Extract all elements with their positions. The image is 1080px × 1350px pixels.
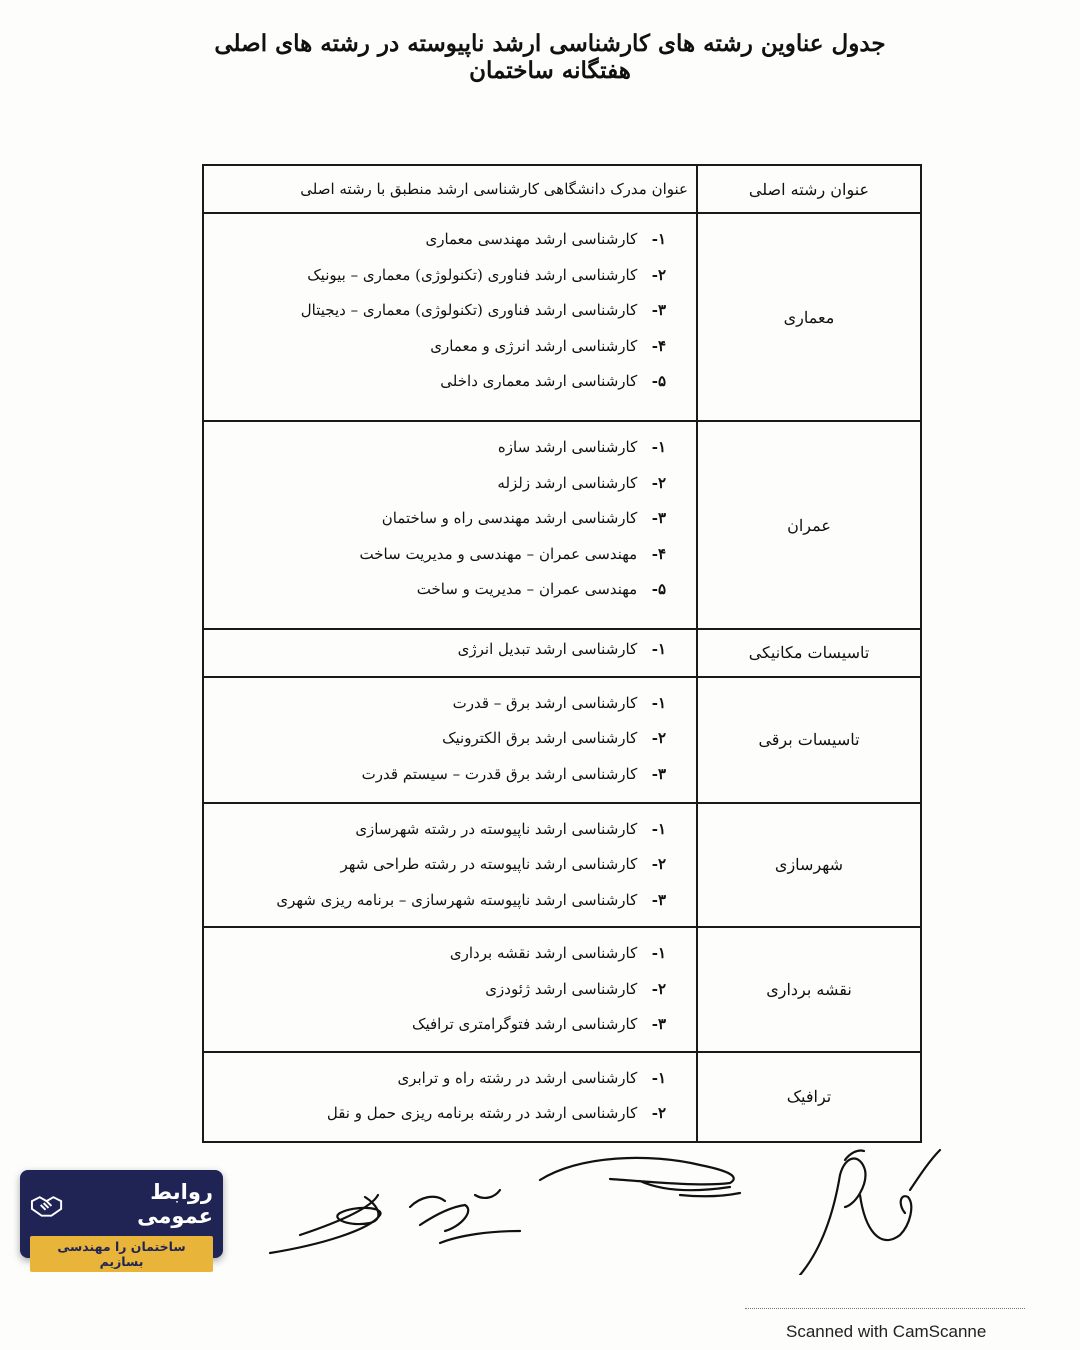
list-item (214, 430, 666, 466)
table-row (203, 677, 921, 803)
item-text: مهندسی عمران – مدیریت و ساخت (416, 580, 638, 598)
signature-2 (410, 1190, 500, 1231)
signature-3 (540, 1158, 740, 1196)
item-text: کارشناسی ارشد فتوگرامتری ترافیک (412, 1015, 638, 1033)
item-number: ۲- (651, 979, 666, 998)
item-text: کارشناسی ارشد زلزله (497, 473, 638, 492)
item-number: ۱- (651, 944, 666, 962)
item-text: کارشناسی ارشد در رشته برنامه ریزی حمل و نقل (326, 1104, 638, 1122)
item-number: ۲- (651, 473, 666, 492)
header-field: عنوان رشته اصلی (697, 165, 921, 213)
list-item (214, 466, 666, 502)
row-field-name: تاسیسات برقی (697, 677, 921, 803)
item-number: ۱- (651, 1068, 666, 1087)
row-field-name: معماری (697, 213, 921, 421)
handshake-icon (30, 1189, 63, 1219)
item-text: کارشناسی ارشد انرژی و معماری (430, 336, 638, 355)
item-number: ۴- (651, 544, 666, 563)
item-text: کارشناسی ارشد ژئودزی (485, 979, 638, 998)
row-field-name: عمران (697, 421, 921, 629)
item-text: کارشناسی ارشد فناوری (تکنولوژی) معماری – دیجیتال (300, 301, 638, 319)
list-item (214, 812, 666, 848)
list-item (214, 364, 666, 400)
item-number: ۱- (651, 640, 666, 658)
list-item (214, 572, 666, 608)
header-degrees: عنوان مدرک دانشگاهی کارشناسی ارشد منطبق با رشته اصلی (203, 165, 697, 213)
table-row (203, 421, 921, 629)
degree-table (202, 164, 922, 1143)
item-number: ۱- (651, 438, 666, 456)
list-item (214, 936, 666, 972)
row-degree-list (203, 213, 697, 421)
item-number: ۳- (651, 509, 666, 527)
list-item (214, 537, 666, 573)
item-text: کارشناسی ارشد در رشته راه و ترابری (397, 1068, 638, 1087)
list-item (214, 501, 666, 537)
item-text: کارشناسی ارشد برق قدرت – سیستم قدرت (361, 764, 638, 783)
item-number: ۱- (651, 693, 666, 712)
table-row (203, 927, 921, 1052)
scan-divider (745, 1308, 1025, 1310)
list-item (214, 721, 666, 757)
scanner-watermark: Scanned with CamScanne (786, 1322, 987, 1341)
table-row (203, 803, 921, 928)
badge-title: روابط عمومی (137, 1180, 213, 1228)
public-relations-badge (20, 1170, 223, 1269)
item-text: کارشناسی ارشد برق – قدرت (452, 693, 638, 712)
row-degree-list (203, 803, 697, 928)
item-number: ۳- (651, 301, 666, 319)
item-number: ۲- (651, 265, 666, 284)
item-number: ۱- (651, 819, 666, 838)
row-field-name: نقشه برداری (697, 927, 921, 1052)
item-text: کارشناسی ارشد معماری داخلی (440, 372, 638, 390)
item-number: ۵- (651, 372, 666, 390)
list-item (214, 1061, 666, 1097)
list-item (214, 757, 666, 793)
item-text: مهندسی عمران – مهندسی و مدیریت ساخت (359, 544, 638, 563)
item-text: کارشناسی ارشد ناپیوسته شهرسازی – برنامه ریزی شهری (276, 890, 638, 909)
list-item (214, 1007, 666, 1043)
item-number: ۱- (651, 230, 666, 248)
row-degree-list (203, 629, 697, 677)
item-number: ۲- (651, 1104, 666, 1122)
row-field-name: ترافیک (697, 1052, 921, 1142)
item-number: ۴- (651, 336, 666, 355)
row-degree-list (203, 421, 697, 629)
item-text: کارشناسی ارشد تبدیل انرژی (457, 640, 638, 658)
item-text: کارشناسی ارشد سازه (497, 438, 638, 456)
list-item (214, 1096, 666, 1132)
signature-4 (800, 1150, 940, 1275)
item-number: ۲- (651, 855, 666, 873)
list-item (214, 258, 666, 294)
item-number: ۳- (651, 1015, 666, 1033)
table-row (203, 629, 921, 677)
list-item (214, 883, 666, 919)
row-degree-list (203, 677, 697, 803)
item-text: کارشناسی ارشد ناپیوسته در رشته طراحی شهر (340, 855, 638, 873)
signatures (260, 1135, 960, 1275)
item-text: کارشناسی ارشد ناپیوسته در رشته شهرسازی (355, 819, 638, 838)
table-row (203, 1052, 921, 1142)
item-text: کارشناسی ارشد برق الکترونیک (442, 729, 638, 747)
item-text: کارشناسی ارشد فناوری (تکنولوژی) معماری – بیونیک (307, 265, 638, 284)
table-row (203, 213, 921, 421)
item-text: کارشناسی ارشد مهندسی معماری (425, 230, 638, 248)
row-degree-list (203, 1052, 697, 1142)
row-degree-list (203, 927, 697, 1052)
item-number: ۵- (651, 580, 666, 598)
list-item (214, 847, 666, 883)
list-item (214, 972, 666, 1008)
item-text: کارشناسی ارشد مهندسی راه و ساختمان (381, 509, 638, 527)
row-field-name: تاسیسات مکانیکی (697, 629, 921, 677)
badge-slogan: ساختمان را مهندسی بسازیم (30, 1236, 213, 1272)
item-number: ۳- (651, 764, 666, 783)
item-text: کارشناسی ارشد نقشه برداری (449, 944, 638, 962)
table-header-row (203, 165, 921, 213)
list-item (214, 329, 666, 365)
list-item (214, 686, 666, 722)
list-item (214, 293, 666, 329)
item-number: ۳- (651, 890, 666, 909)
list-item (214, 632, 666, 668)
item-number: ۲- (651, 729, 666, 747)
list-item (214, 222, 666, 258)
row-field-name: شهرسازی (697, 803, 921, 928)
document-title: جدول عناوین رشته های کارشناسی ارشد ناپیوسته در رشته های اصلی هفتگانه ساختمان (214, 30, 886, 84)
